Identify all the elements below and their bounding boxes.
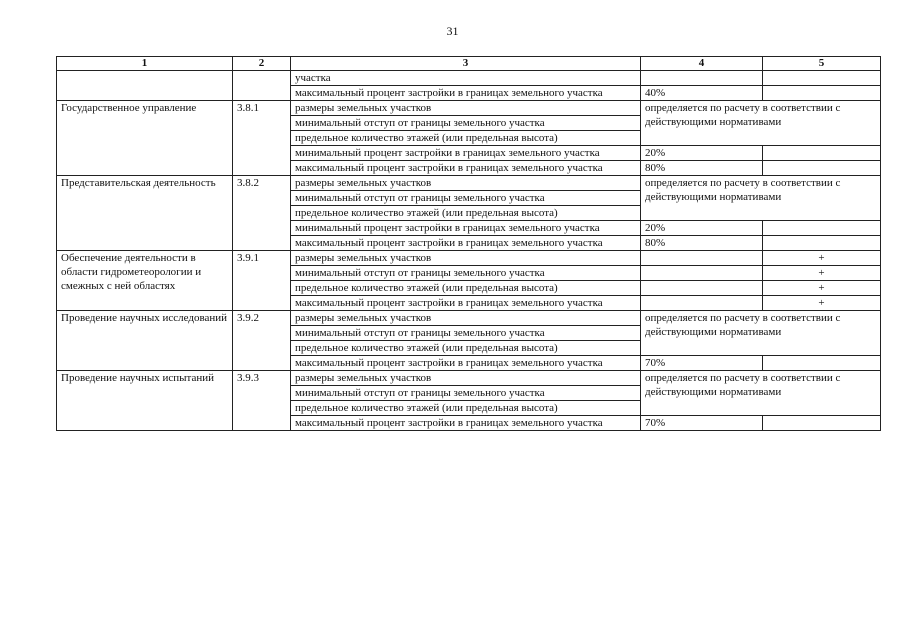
parameter-cell: максимальный процент застройки в границах земельного участка (291, 236, 641, 251)
value-cell: 80% (641, 236, 763, 251)
table-row (57, 71, 881, 86)
value-cell (641, 266, 763, 281)
parameter-cell: минимальный отступ от границы земельного участка (291, 386, 641, 401)
value-cell: 70% (641, 416, 763, 431)
parameter-cell: участка (291, 71, 641, 86)
land-use-table (56, 56, 881, 431)
use-type-cell (57, 71, 233, 101)
column-header: 4 (641, 57, 763, 71)
note-cell (763, 416, 881, 431)
value-cell: 40% (641, 86, 763, 101)
table-row (57, 251, 881, 266)
use-type-cell: Государственное управление (57, 101, 233, 176)
norm-value-cell: определяется по расчету в соответствии с действующими нормативами (641, 311, 881, 356)
use-type-cell: Представительская деятельность (57, 176, 233, 251)
value-cell (641, 71, 763, 86)
use-code-cell: 3.9.2 (233, 311, 291, 371)
table-row (57, 176, 881, 191)
value-cell (641, 281, 763, 296)
parameter-cell: предельное количество этажей (или предельная высота) (291, 341, 641, 356)
note-cell (763, 86, 881, 101)
value-cell: 80% (641, 161, 763, 176)
table-row (57, 311, 881, 326)
parameter-cell: размеры земельных участков (291, 176, 641, 191)
value-cell: 20% (641, 146, 763, 161)
note-cell (763, 236, 881, 251)
page-number: 31 (446, 24, 459, 38)
parameter-cell: минимальный отступ от границы земельного участка (291, 326, 641, 341)
parameter-cell: максимальный процент застройки в границах земельного участка (291, 416, 641, 431)
parameter-cell: предельное количество этажей (или предельная высота) (291, 131, 641, 146)
norm-value-cell: определяется по расчету в соответствии с действующими нормативами (641, 371, 881, 416)
value-cell: 20% (641, 221, 763, 236)
parameter-cell: максимальный процент застройки в границах земельного участка (291, 86, 641, 101)
table-row (57, 371, 881, 386)
plus-mark-cell: + (763, 281, 881, 296)
parameter-cell: минимальный отступ от границы земельного участка (291, 116, 641, 131)
use-type-cell: Обеспечение деятельности в области гидрометеорологии и смежных с ней областях (57, 251, 233, 311)
parameter-cell: размеры земельных участков (291, 101, 641, 116)
use-code-cell: 3.8.1 (233, 101, 291, 176)
value-cell (641, 251, 763, 266)
parameter-cell: минимальный процент застройки в границах земельного участка (291, 221, 641, 236)
use-type-cell: Проведение научных исследований (57, 311, 233, 371)
note-cell (763, 356, 881, 371)
table-row (57, 101, 881, 116)
parameter-cell: максимальный процент застройки в границах земельного участка (291, 356, 641, 371)
parameter-cell: максимальный процент застройки в границах земельного участка (291, 161, 641, 176)
column-header: 5 (763, 57, 881, 71)
column-header: 3 (291, 57, 641, 71)
plus-mark-cell: + (763, 266, 881, 281)
norm-value-cell: определяется по расчету в соответствии с действующими нормативами (641, 101, 881, 146)
use-code-cell: 3.9.3 (233, 371, 291, 431)
parameter-cell: предельное количество этажей (или предельная высота) (291, 401, 641, 416)
parameter-cell: минимальный отступ от границы земельного участка (291, 191, 641, 206)
parameter-cell: предельное количество этажей (или предельная высота) (291, 281, 641, 296)
parameter-cell: максимальный процент застройки в границах земельного участка (291, 296, 641, 311)
plus-mark-cell: + (763, 296, 881, 311)
note-cell (763, 71, 881, 86)
use-code-cell (233, 71, 291, 101)
column-header: 1 (57, 57, 233, 71)
parameter-cell: размеры земельных участков (291, 311, 641, 326)
value-cell (641, 296, 763, 311)
use-type-cell: Проведение научных испытаний (57, 371, 233, 431)
use-code-cell: 3.9.1 (233, 251, 291, 311)
parameter-cell: минимальный процент застройки в границах земельного участка (291, 146, 641, 161)
value-cell: 70% (641, 356, 763, 371)
use-code-cell: 3.8.2 (233, 176, 291, 251)
note-cell (763, 161, 881, 176)
parameter-cell: минимальный отступ от границы земельного участка (291, 266, 641, 281)
note-cell (763, 146, 881, 161)
column-header: 2 (233, 57, 291, 71)
parameter-cell: размеры земельных участков (291, 371, 641, 386)
header-row (57, 57, 881, 71)
plus-mark-cell: + (763, 251, 881, 266)
parameter-cell: предельное количество этажей (или предельная высота) (291, 206, 641, 221)
note-cell (763, 221, 881, 236)
norm-value-cell: определяется по расчету в соответствии с действующими нормативами (641, 176, 881, 221)
parameter-cell: размеры земельных участков (291, 251, 641, 266)
